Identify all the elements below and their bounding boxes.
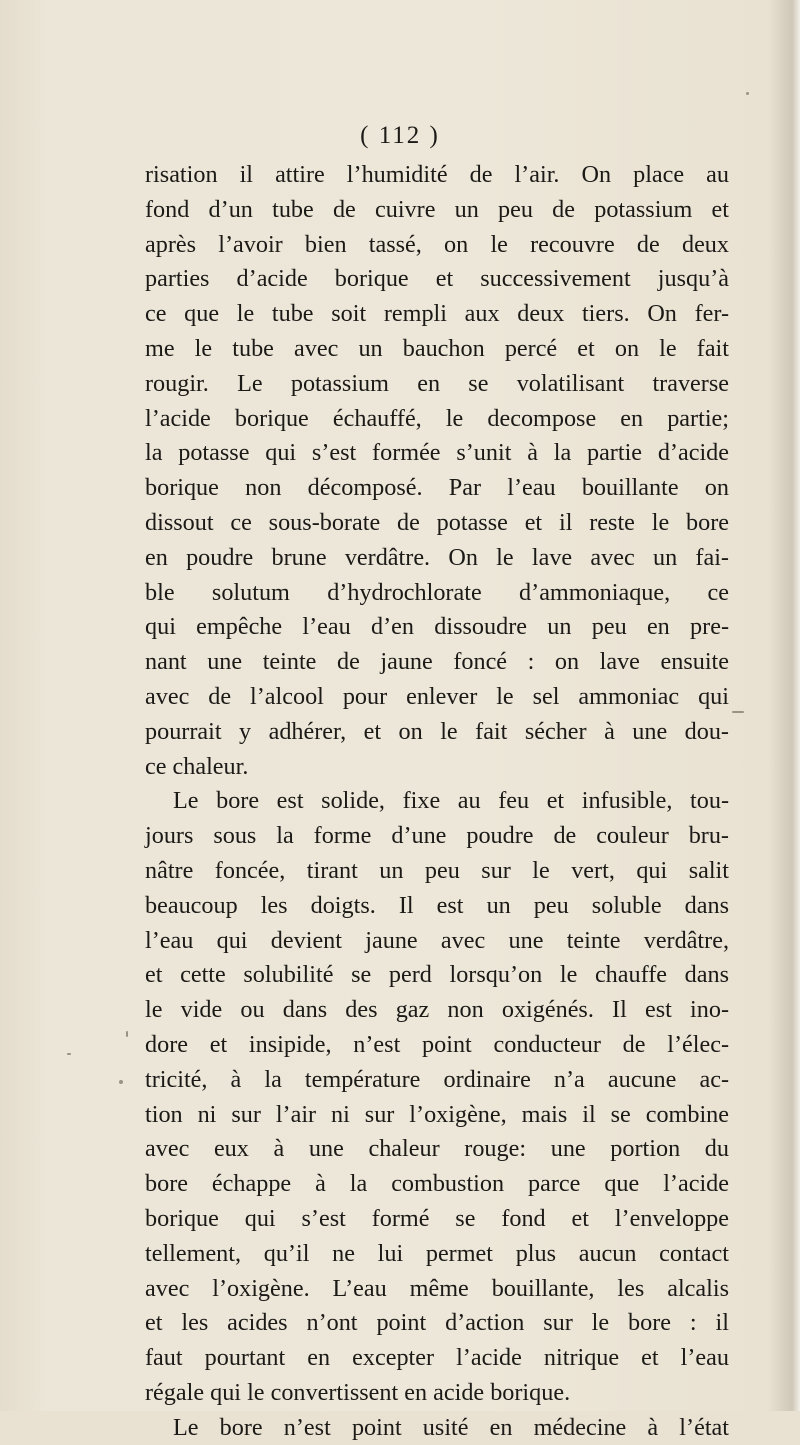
text-line: régale qui le convertissent en acide borique. <box>145 1378 571 1406</box>
paper-speck <box>746 92 749 95</box>
text-line: et cette solubilité se perd lorsqu’on le chauffe dans <box>145 961 729 989</box>
text-line: en poudre brune verdâtre. On le lave avec un fai- <box>145 543 729 571</box>
paper-speck <box>126 1031 128 1037</box>
text-line: nâtre foncée, tirant un peu sur le vert, qui salit <box>145 856 729 884</box>
paragraph-first-line: Le bore n’est point usité en médecine à l’état <box>173 1413 729 1441</box>
text-line: l’acide borique échauffé, le decompose en partie; <box>145 404 729 432</box>
text-line: fond d’un tube de cuivre un peu de potassium et <box>145 195 729 223</box>
text-line: faut pourtant en excepter l’acide nitrique et l’eau <box>145 1344 729 1372</box>
text-line: risation il attire l’humidité de l’air. On place au <box>145 161 729 188</box>
text-line: après l’avoir bien tassé, on le recouvre de deux <box>145 230 729 258</box>
paper-speck <box>119 1080 123 1084</box>
text-line: tellement, qu’il ne lui permet plus aucun contact <box>145 1239 729 1267</box>
page-number: ( 112 ) <box>360 122 440 149</box>
text-line: nant une teinte de jaune foncé : on lave ensuite <box>145 648 729 676</box>
text-line: dore et insipide, n’est point conducteur de l’élec- <box>145 1030 729 1058</box>
text-line: tion ni sur l’air ni sur l’oxigène, mais il se combine <box>145 1100 729 1128</box>
text-line: et les acides n’ont point d’action sur le bore : il <box>145 1309 729 1337</box>
text-line: l’eau qui devient jaune avec une teinte verdâtre, <box>145 926 729 954</box>
text-line: qui empêche l’eau d’en dissoudre un peu en pre- <box>145 613 729 641</box>
text-line: borique qui s’est formé se fond et l’enveloppe <box>145 1204 729 1232</box>
paragraph-first-line: Le bore est solide, fixe au feu et infusible, tou- <box>173 787 729 815</box>
text-line: dissout ce sous-borate de potasse et il reste le bore <box>145 508 729 536</box>
text-line: pourrait y adhérer, et on le fait sécher à une dou- <box>145 717 729 745</box>
text-line: jours sous la forme d’une poudre de couleur bru- <box>145 822 729 850</box>
text-line: rougir. Le potassium en se volatilisant traverse <box>145 369 729 397</box>
text-line: ce que le tube soit rempli aux deux tiers. On fer- <box>145 300 729 328</box>
text-line: borique non décomposé. Par l’eau bouillante on <box>145 474 729 502</box>
text-line: avec de l’alcool pour enlever le sel ammoniac qui <box>145 682 729 710</box>
text-line: beaucoup les doigts. Il est un peu soluble dans <box>145 891 729 919</box>
text-line: la potasse qui s’est formée s’unit à la partie d’acide <box>145 439 729 467</box>
text-line: parties d’acide borique et successivement jusqu’à <box>145 265 729 293</box>
paper-speck <box>67 1053 71 1055</box>
text-line: bore échappe à la combustion parce que l’acide <box>145 1170 729 1198</box>
body-text <box>145 158 729 1445</box>
text-line: me le tube avec un bauchon percé et on le fait <box>145 334 729 362</box>
text-line: ce chaleur. <box>145 752 249 780</box>
text-line: ble solutum d’hydrochlorate d’ammoniaque, ce <box>145 578 729 606</box>
text-line: le vide ou dans des gaz non oxigénés. Il est ino- <box>145 996 729 1024</box>
text-line: avec eux à une chaleur rouge: une portion du <box>145 1135 729 1163</box>
text-line: avec l’oxigène. L’eau même bouillante, les alcalis <box>145 1274 729 1302</box>
paper-speck <box>732 711 744 713</box>
text-line: tricité, à la température ordinaire n’a aucune ac- <box>145 1065 729 1093</box>
